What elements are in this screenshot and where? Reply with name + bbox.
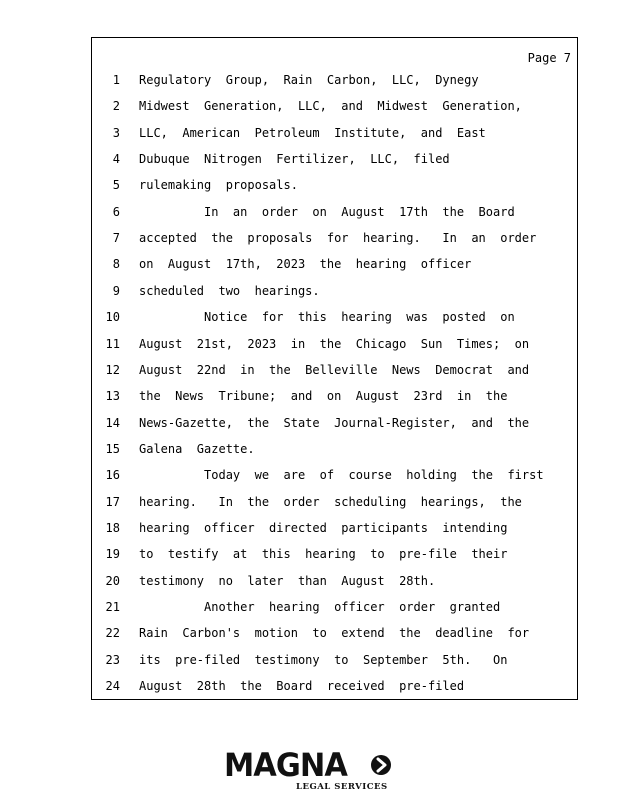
transcript-line bbox=[92, 571, 577, 591]
line-text: hearing. In the order scheduling hearings, the bbox=[139, 494, 522, 509]
transcript-line bbox=[92, 360, 577, 380]
line-number: 11 bbox=[105, 336, 120, 351]
transcript-line bbox=[92, 96, 577, 116]
line-number: 8 bbox=[112, 257, 120, 272]
magna-logo bbox=[224, 748, 394, 792]
logo-wordmark: MAGNA bbox=[224, 746, 347, 784]
line-number: 7 bbox=[112, 231, 120, 246]
transcript-line bbox=[92, 202, 577, 222]
line-text: to testify at this hearing to pre-file their bbox=[139, 547, 508, 562]
line-number: 4 bbox=[112, 152, 120, 167]
transcript-line bbox=[92, 228, 577, 248]
line-text: Another hearing officer order granted bbox=[139, 600, 501, 614]
line-text: In an order on August 17th the Board bbox=[139, 204, 515, 219]
transcript-line bbox=[92, 492, 577, 512]
line-text: August 21st, 2023 in the Chicago Sun Times; on bbox=[139, 336, 530, 351]
line-number: 3 bbox=[112, 125, 120, 140]
transcript-line bbox=[92, 175, 577, 195]
line-text: August 28th the Board received pre-filed bbox=[139, 679, 465, 694]
line-number: 1 bbox=[112, 73, 120, 87]
line-text: Regulatory Group, Rain Carbon, LLC, Dynegy bbox=[139, 73, 479, 87]
line-text: its pre-filed testimony to September 5th. On bbox=[139, 652, 508, 667]
line-text: accepted the proposals for hearing. In an order bbox=[139, 231, 537, 246]
line-text: on August 17th, 2023 the hearing officer bbox=[139, 257, 472, 272]
line-number: 10 bbox=[105, 310, 120, 325]
line-text: LLC, American Petroleum Institute, and East bbox=[139, 125, 486, 140]
transcript-line bbox=[92, 597, 577, 617]
line-text: the News Tribune; and on August 23rd in the bbox=[139, 389, 508, 404]
transcript-line bbox=[92, 386, 577, 406]
line-number: 17 bbox=[105, 494, 120, 509]
line-number: 5 bbox=[112, 178, 120, 193]
line-number: 14 bbox=[105, 415, 120, 430]
line-number: 15 bbox=[105, 441, 120, 456]
transcript-line bbox=[92, 70, 577, 90]
line-text: News-Gazette, the State Journal-Register, and the bbox=[139, 415, 530, 430]
transcript-line bbox=[92, 623, 577, 643]
line-text: scheduled two hearings. bbox=[139, 283, 320, 298]
page-number: Page 7 bbox=[527, 51, 571, 65]
chevron-right-circle-icon bbox=[370, 754, 392, 776]
logo-subtext: LEGAL SERVICES bbox=[296, 782, 388, 792]
line-text: Midwest Generation, LLC, and Midwest Generation, bbox=[139, 99, 522, 114]
line-text: Rain Carbon's motion to extend the deadline for bbox=[139, 626, 530, 641]
line-number: 18 bbox=[105, 520, 120, 535]
transcript-line bbox=[92, 149, 577, 169]
transcript-line bbox=[92, 518, 577, 538]
transcript-line bbox=[92, 439, 577, 459]
line-text: Today we are of course holding the first bbox=[139, 468, 544, 483]
transcript-line bbox=[92, 544, 577, 564]
transcript-line bbox=[92, 413, 577, 433]
line-text: rulemaking proposals. bbox=[139, 178, 298, 193]
transcript-page bbox=[91, 37, 578, 700]
line-text: August 22nd in the Belleville News Democrat and bbox=[139, 362, 530, 377]
line-number: 6 bbox=[112, 204, 120, 219]
line-number: 16 bbox=[105, 468, 120, 483]
transcript-line bbox=[92, 123, 577, 143]
line-number: 21 bbox=[105, 600, 120, 614]
transcript-line bbox=[92, 465, 577, 485]
transcript-line bbox=[92, 334, 577, 354]
line-number: 23 bbox=[105, 652, 120, 667]
line-number: 22 bbox=[105, 626, 120, 641]
line-text: Notice for this hearing was posted on bbox=[139, 310, 515, 325]
transcript-line bbox=[92, 281, 577, 301]
line-number: 2 bbox=[112, 99, 120, 114]
line-number: 13 bbox=[105, 389, 120, 404]
line-number: 20 bbox=[105, 573, 120, 588]
line-number: 24 bbox=[105, 679, 120, 694]
line-text: Dubuque Nitrogen Fertilizer, LLC, filed bbox=[139, 152, 450, 167]
transcript-line bbox=[92, 676, 577, 696]
line-text: Galena Gazette. bbox=[139, 441, 255, 456]
line-number: 9 bbox=[112, 283, 120, 298]
line-number: 19 bbox=[105, 547, 120, 562]
line-text: hearing officer directed participants intending bbox=[139, 520, 508, 535]
transcript-line bbox=[92, 307, 577, 327]
transcript-line bbox=[92, 254, 577, 274]
transcript-line bbox=[92, 650, 577, 670]
line-number: 12 bbox=[105, 362, 120, 377]
line-text: testimony no later than August 28th. bbox=[139, 573, 436, 588]
